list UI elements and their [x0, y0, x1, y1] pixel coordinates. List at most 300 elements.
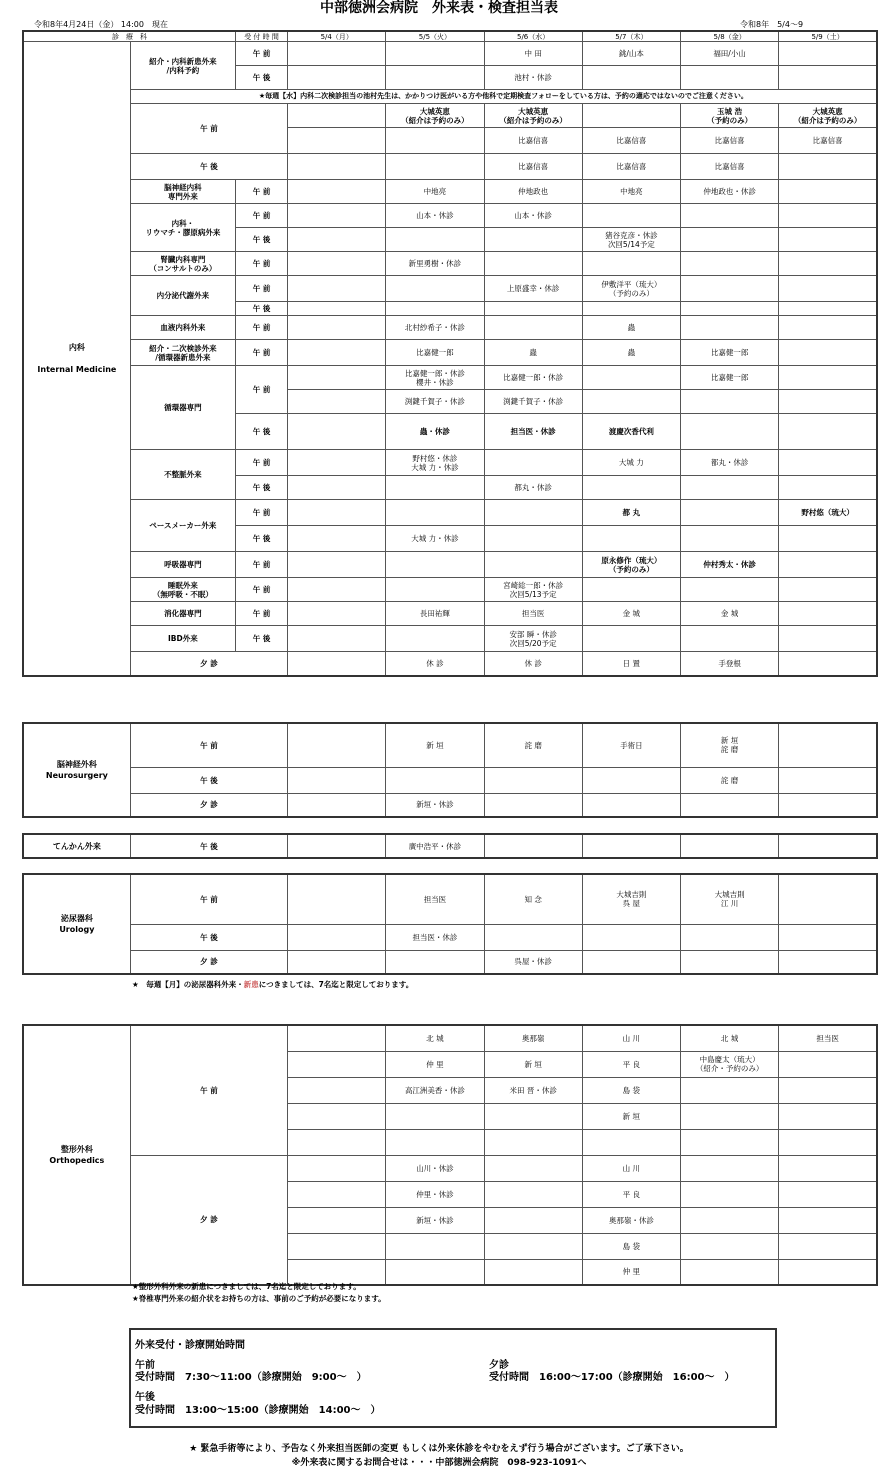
- schedule-cell: [779, 1259, 877, 1285]
- schedule-cell: [779, 767, 877, 793]
- schedule-cell: [288, 154, 386, 180]
- schedule-cell: [484, 1181, 582, 1207]
- header-day: 5/9（土）: [779, 31, 877, 42]
- epilepsy-table: [22, 833, 878, 859]
- schedule-cell: [680, 626, 778, 652]
- schedule-cell: [288, 366, 386, 390]
- footer-contact: ※外来表に関するお問合せは・・・中部徳洲会病院 098-923-1091へ: [291, 1458, 587, 1468]
- schedule-cell: 新垣・休診: [386, 1207, 484, 1233]
- schedule-cell: [288, 1181, 386, 1207]
- schedule-cell: [484, 316, 582, 340]
- schedule-cell: [680, 1181, 778, 1207]
- schedule-cell: 中島慶太（琉大） （紹介・予約のみ）: [680, 1051, 778, 1077]
- schedule-cell: [680, 1259, 778, 1285]
- slot-label: 午 前: [235, 316, 287, 340]
- slot-label: 午 後: [235, 626, 287, 652]
- schedule-cell: [779, 154, 877, 180]
- schedule-cell: [680, 1233, 778, 1259]
- schedule-cell: [484, 1129, 582, 1155]
- schedule-cell: 安部 瞬・休診 次回5/20予定: [484, 626, 582, 652]
- schedule-cell: [386, 552, 484, 578]
- schedule-cell: [779, 723, 877, 767]
- schedule-cell: 島 袋: [582, 1233, 680, 1259]
- schedule-cell: 渕鍵千賀子・休診: [484, 390, 582, 414]
- schedule-cell: 中地亮: [386, 180, 484, 204]
- schedule-cell: [582, 767, 680, 793]
- schedule-cell: [484, 1259, 582, 1285]
- schedule-cell: [582, 104, 680, 128]
- schedule-cell: 新 垣: [484, 1051, 582, 1077]
- schedule-cell: 都 丸: [582, 500, 680, 526]
- slot-label: 午 前: [130, 1025, 287, 1155]
- header-dept: 診 療 科: [23, 31, 235, 42]
- schedule-cell: [582, 204, 680, 228]
- schedule-cell: 山 川: [582, 1155, 680, 1181]
- schedule-cell: [582, 390, 680, 414]
- schedule-cell: [288, 414, 386, 450]
- schedule-cell: [386, 42, 484, 66]
- schedule-cell: 比嘉信喜: [582, 128, 680, 154]
- schedule-cell: [484, 450, 582, 476]
- schedule-cell: 大城吉則 江 川: [680, 874, 778, 924]
- header-time: 受 付 時 間: [235, 31, 287, 42]
- row-label: 不整脈外来: [130, 450, 235, 500]
- schedule-cell: 担当医: [484, 602, 582, 626]
- schedule-cell: 北 城: [680, 1025, 778, 1051]
- schedule-cell: [680, 390, 778, 414]
- schedule-cell: [582, 476, 680, 500]
- slot-label: 午 前: [235, 366, 287, 414]
- schedule-cell: [484, 793, 582, 817]
- schedule-cell: [680, 1103, 778, 1129]
- schedule-cell: [288, 578, 386, 602]
- schedule-cell: [386, 276, 484, 302]
- orthopedics-table: [22, 1024, 878, 1286]
- schedule-cell: 山本・休診: [386, 204, 484, 228]
- schedule-cell: [386, 950, 484, 974]
- schedule-cell: [288, 1207, 386, 1233]
- schedule-cell: [779, 390, 877, 414]
- dept-urology: [23, 874, 130, 974]
- note-text: ★ 毎週【月】の泌尿器科外来・: [132, 980, 244, 989]
- schedule-cell: [386, 767, 484, 793]
- dept-name: 泌尿器科: [60, 914, 93, 923]
- schedule-cell: [680, 793, 778, 817]
- schedule-cell: 新 垣 詫 磨: [680, 723, 778, 767]
- schedule-cell: [779, 793, 877, 817]
- schedule-cell: 担当医・休診: [484, 414, 582, 450]
- schedule-cell: 比嘉信喜: [484, 128, 582, 154]
- schedule-cell: [484, 1233, 582, 1259]
- schedule-cell: 島 袋: [582, 1077, 680, 1103]
- slot-label: 午 前: [235, 450, 287, 476]
- schedule-cell: [288, 128, 386, 154]
- schedule-cell: [680, 228, 778, 252]
- schedule-cell: 仲地政也: [484, 180, 582, 204]
- footer-notice: ★ 緊急手術等により、予告なく外来担当医師の変更 もしくは外来休診をやむをえず行う場合がございます。ご了承下さい。: [189, 1444, 689, 1454]
- eve-label: 夕診: [489, 1360, 509, 1371]
- schedule-cell: [288, 450, 386, 476]
- schedule-cell: [779, 180, 877, 204]
- row-label: 腎臓内科専門 （コンサルトのみ）: [130, 252, 235, 276]
- schedule-cell: [779, 1103, 877, 1129]
- schedule-cell: 蟲: [582, 340, 680, 366]
- schedule-cell: [386, 1129, 484, 1155]
- schedule-cell: 平 良: [582, 1051, 680, 1077]
- row-label: 消化器専門: [130, 602, 235, 626]
- schedule-cell: 都丸・休診: [680, 450, 778, 476]
- period-range: 令和8年 5/4～9: [740, 20, 804, 29]
- schedule-cell: [288, 767, 386, 793]
- schedule-cell: 銚/山本: [582, 42, 680, 66]
- schedule-cell: [484, 1207, 582, 1233]
- schedule-cell: [386, 228, 484, 252]
- slot-label: 午 前: [235, 180, 287, 204]
- schedule-cell: 仲 里: [582, 1259, 680, 1285]
- schedule-cell: 比嘉信喜: [484, 154, 582, 180]
- dept-name: 整形外科: [60, 1145, 93, 1154]
- ortho-note-1: ★整形外科外来の新患につきましては、7名迄と限定しております。: [132, 1282, 361, 1291]
- row-label: IBD外来: [130, 626, 235, 652]
- schedule-cell: [779, 414, 877, 450]
- schedule-cell: 仲里・休診: [386, 1181, 484, 1207]
- note-highlight: 新患: [243, 980, 259, 989]
- eve-hours: 受付時間 16:00～17:00（診療開始 16:00～ ）: [489, 1372, 735, 1383]
- slot-label: 午 前: [235, 42, 287, 66]
- schedule-cell: [680, 302, 778, 316]
- schedule-cell: 大城吉則 呉 屋: [582, 874, 680, 924]
- schedule-cell: 詫 磨: [484, 723, 582, 767]
- row-label: 血液内科外来: [130, 316, 235, 340]
- schedule-cell: [779, 1181, 877, 1207]
- schedule-cell: [288, 924, 386, 950]
- dept-name-en: Urology: [59, 925, 95, 934]
- schedule-cell: 猪谷克彦・休診 次回5/14予定: [582, 228, 680, 252]
- schedule-cell: 手術日: [582, 723, 680, 767]
- schedule-cell: 上原盛幸・休診: [484, 276, 582, 302]
- schedule-cell: [582, 366, 680, 390]
- schedule-cell: 休 診: [484, 652, 582, 676]
- schedule-cell: [582, 924, 680, 950]
- schedule-cell: [386, 500, 484, 526]
- schedule-cell: 大城 力・休診: [386, 526, 484, 552]
- schedule-cell: [288, 834, 386, 858]
- schedule-cell: [288, 390, 386, 414]
- schedule-cell: [779, 950, 877, 974]
- dept-orthopedics: [23, 1025, 130, 1285]
- schedule-cell: [779, 450, 877, 476]
- schedule-cell: [680, 66, 778, 90]
- schedule-cell: [779, 626, 877, 652]
- schedule-cell: [386, 1259, 484, 1285]
- schedule-cell: [484, 228, 582, 252]
- schedule-cell: [779, 42, 877, 66]
- slot-label: 午 前: [235, 602, 287, 626]
- dept-internal: [23, 42, 130, 676]
- slot-label: 夕 診: [130, 652, 287, 676]
- schedule-cell: [288, 316, 386, 340]
- schedule-cell: [582, 793, 680, 817]
- schedule-cell: [779, 1233, 877, 1259]
- schedule-cell: 奥那嶺: [484, 1025, 582, 1051]
- schedule-cell: 金 城: [680, 602, 778, 626]
- schedule-cell: [779, 602, 877, 626]
- schedule-cell: 詫 磨: [680, 767, 778, 793]
- schedule-cell: [288, 302, 386, 316]
- schedule-cell: [680, 276, 778, 302]
- schedule-cell: [582, 1129, 680, 1155]
- schedule-cell: [288, 180, 386, 204]
- schedule-cell: [680, 500, 778, 526]
- schedule-cell: [288, 1233, 386, 1259]
- dept-name-en: Orthopedics: [49, 1156, 105, 1165]
- schedule-cell: 比嘉健一郎: [680, 340, 778, 366]
- schedule-cell: 渡慶次香代利: [582, 414, 680, 450]
- header-day: 5/8（金）: [680, 31, 778, 42]
- pm-label: 午後: [135, 1392, 155, 1403]
- slot-label: 午 前: [235, 340, 287, 366]
- schedule-cell: [386, 1103, 484, 1129]
- schedule-cell: [779, 476, 877, 500]
- schedule-cell: 新垣・休診: [386, 793, 484, 817]
- row-label: 脳神経内科 専門外来: [130, 180, 235, 204]
- schedule-cell: 奥那嶺・休診: [582, 1207, 680, 1233]
- schedule-cell: 野村悠・休診 大城 力・休診: [386, 450, 484, 476]
- dept-name-en: Neurosurgery: [45, 771, 108, 780]
- schedule-cell: [288, 602, 386, 626]
- schedule-cell: [582, 66, 680, 90]
- current-date: 令和8年4月24日（金） 14:00 現在: [34, 20, 168, 29]
- schedule-cell: 休 診: [386, 652, 484, 676]
- schedule-cell: 仲村秀太・休診: [680, 552, 778, 578]
- header-day: 5/6（水）: [484, 31, 582, 42]
- schedule-cell: [484, 252, 582, 276]
- schedule-cell: [582, 302, 680, 316]
- schedule-cell: [680, 476, 778, 500]
- schedule-cell: 中地亮: [582, 180, 680, 204]
- schedule-cell: 渕鍵千賀子・休診: [386, 390, 484, 414]
- schedule-cell: 蟲・休診: [386, 414, 484, 450]
- schedule-cell: [680, 1155, 778, 1181]
- schedule-cell: 蟲: [582, 316, 680, 340]
- schedule-cell: [779, 1207, 877, 1233]
- schedule-cell: [779, 204, 877, 228]
- schedule-cell: [484, 767, 582, 793]
- schedule-cell: 山本・休診: [484, 204, 582, 228]
- schedule-cell: 山 川: [582, 1025, 680, 1051]
- schedule-cell: 手登根: [680, 652, 778, 676]
- schedule-cell: [779, 302, 877, 316]
- schedule-cell: 都丸・休診: [484, 476, 582, 500]
- schedule-cell: [484, 500, 582, 526]
- schedule-cell: 比嘉信喜: [779, 128, 877, 154]
- schedule-cell: 廣中浩平・休診: [386, 834, 484, 858]
- schedule-cell: [288, 1155, 386, 1181]
- schedule-cell: [288, 340, 386, 366]
- schedule-cell: [779, 1077, 877, 1103]
- schedule-cell: 蟲: [484, 340, 582, 366]
- dept-neurosurgery: [23, 723, 130, 817]
- schedule-cell: [582, 950, 680, 974]
- schedule-cell: [484, 924, 582, 950]
- schedule-cell: [288, 476, 386, 500]
- schedule-cell: [288, 1025, 386, 1051]
- schedule-cell: [288, 1051, 386, 1077]
- schedule-cell: [680, 252, 778, 276]
- schedule-cell: 長田祐輝: [386, 602, 484, 626]
- header-day: 5/5（火）: [386, 31, 484, 42]
- schedule-cell: [386, 1233, 484, 1259]
- schedule-cell: 山川・休診: [386, 1155, 484, 1181]
- slot-label: 午 後: [235, 526, 287, 552]
- slot-label: 午 後: [130, 924, 287, 950]
- schedule-cell: [484, 552, 582, 578]
- slot-label: 午 前: [235, 276, 287, 302]
- schedule-cell: 北 城: [386, 1025, 484, 1051]
- schedule-cell: 福田/小山: [680, 42, 778, 66]
- slot-label: 午 後: [130, 834, 287, 858]
- schedule-cell: [779, 316, 877, 340]
- schedule-cell: 大城英恵 （紹介は予約のみ）: [386, 104, 484, 128]
- schedule-cell: [779, 276, 877, 302]
- slot-label: 午 後: [130, 767, 287, 793]
- schedule-cell: 呉屋・休診: [484, 950, 582, 974]
- note-text: につきましては、7名迄と限定しております。: [258, 980, 414, 989]
- schedule-cell: 平 良: [582, 1181, 680, 1207]
- schedule-cell: 比嘉健一郎: [680, 366, 778, 390]
- schedule-cell: [288, 1129, 386, 1155]
- schedule-cell: [680, 924, 778, 950]
- schedule-cell: 知 念: [484, 874, 582, 924]
- schedule-cell: [779, 924, 877, 950]
- slot-label: 午 前: [130, 874, 287, 924]
- schedule-cell: [582, 834, 680, 858]
- schedule-cell: 北村紗希子・休診: [386, 316, 484, 340]
- schedule-cell: 新里勇樹・休診: [386, 252, 484, 276]
- dept-name-en: Internal Medicine: [37, 364, 117, 374]
- schedule-cell: [386, 66, 484, 90]
- schedule-cell: [582, 252, 680, 276]
- header-day: 5/7（木）: [582, 31, 680, 42]
- slot-label: 午 後: [235, 476, 287, 500]
- schedule-cell: [288, 42, 386, 66]
- schedule-cell: [680, 204, 778, 228]
- schedule-cell: [680, 950, 778, 974]
- schedule-cell: [680, 1207, 778, 1233]
- dept-epilepsy: てんかん外来: [23, 834, 130, 858]
- schedule-cell: [288, 652, 386, 676]
- schedule-cell: 米田 晋・休診: [484, 1077, 582, 1103]
- am-label: 午前: [135, 1360, 155, 1371]
- schedule-cell: [779, 834, 877, 858]
- schedule-cell: [288, 252, 386, 276]
- row-label: 内分泌代謝外来: [130, 276, 235, 316]
- schedule-cell: [680, 834, 778, 858]
- schedule-cell: 野村悠（琉大）: [779, 500, 877, 526]
- schedule-cell: [779, 652, 877, 676]
- schedule-cell: [779, 252, 877, 276]
- schedule-cell: [386, 128, 484, 154]
- schedule-cell: [484, 526, 582, 552]
- schedule-cell: [680, 526, 778, 552]
- schedule-cell: 比嘉健一郎・休診: [484, 366, 582, 390]
- schedule-cell: 伊敷洋平（琉大） （予約のみ）: [582, 276, 680, 302]
- schedule-cell: 担当医・休診: [386, 924, 484, 950]
- schedule-cell: 比嘉健一郎・休診 櫻井・休診: [386, 366, 484, 390]
- schedule-cell: [779, 340, 877, 366]
- schedule-cell: [288, 204, 386, 228]
- schedule-cell: 高江洲美香・休診: [386, 1077, 484, 1103]
- schedule-cell: [288, 276, 386, 302]
- header-day: 5/4（月）: [288, 31, 386, 42]
- dept-name: 脳神経外科: [56, 760, 97, 769]
- row-label: 紹介・二次検診外来 /循環器新患外来: [130, 340, 235, 366]
- notice-text: ★毎週【水】内科二次検診担当の池村先生は、かかりつけ医がいる方や他科で定期検査フォローをしている方は、予約の適応ではないのでご注意ください。: [130, 90, 877, 104]
- slot-label: 午 前: [235, 500, 287, 526]
- schedule-cell: [779, 552, 877, 578]
- schedule-cell: [288, 793, 386, 817]
- schedule-cell: [386, 476, 484, 500]
- schedule-cell: 玉城 浩 （予約のみ）: [680, 104, 778, 128]
- schedule-cell: 比嘉信喜: [582, 154, 680, 180]
- schedule-cell: [386, 154, 484, 180]
- neurosurgery-table: [22, 722, 878, 818]
- schedule-cell: 担当医: [386, 874, 484, 924]
- schedule-cell: [680, 1077, 778, 1103]
- schedule-cell: 大城 力: [582, 450, 680, 476]
- row-label: 循環器専門: [130, 366, 235, 450]
- schedule-cell: 大城英恵 （紹介は予約のみ）: [779, 104, 877, 128]
- slot-label: 午 前: [235, 578, 287, 602]
- slot-label: 午 後: [235, 66, 287, 90]
- schedule-cell: 中 田: [484, 42, 582, 66]
- internal-medicine-table: [22, 30, 878, 677]
- schedule-cell: [484, 302, 582, 316]
- slot-label: 午 前: [235, 252, 287, 276]
- schedule-cell: [288, 104, 386, 128]
- schedule-cell: 原永修作（琉大） （予約のみ）: [582, 552, 680, 578]
- schedule-cell: [484, 834, 582, 858]
- schedule-cell: [288, 552, 386, 578]
- schedule-cell: 新 垣: [386, 723, 484, 767]
- schedule-cell: 池村・休診: [484, 66, 582, 90]
- schedule-cell: [288, 874, 386, 924]
- schedule-cell: [288, 950, 386, 974]
- schedule-cell: [779, 1129, 877, 1155]
- urology-note: [132, 979, 413, 990]
- schedule-cell: [386, 302, 484, 316]
- schedule-cell: [779, 366, 877, 390]
- schedule-cell: [582, 578, 680, 602]
- schedule-cell: 宮崎総一郎・休診 次回5/13予定: [484, 578, 582, 602]
- schedule-cell: 新 垣: [582, 1103, 680, 1129]
- dept-name: 内科: [68, 342, 85, 352]
- schedule-cell: 仲 里: [386, 1051, 484, 1077]
- pm-hours: 受付時間 13:00～15:00（診療開始 14:00～ ）: [135, 1405, 381, 1416]
- slot-label: 午 前: [235, 552, 287, 578]
- schedule-cell: [288, 1103, 386, 1129]
- schedule-cell: [386, 578, 484, 602]
- schedule-cell: [779, 228, 877, 252]
- slot-label: 夕 診: [130, 950, 287, 974]
- slot-label: 午 前: [130, 104, 287, 154]
- row-label: 呼吸器専門: [130, 552, 235, 578]
- header-row: [23, 31, 877, 42]
- urology-table: [22, 873, 878, 975]
- slot-label: 午 前: [235, 204, 287, 228]
- schedule-cell: 金 城: [582, 602, 680, 626]
- row-label: ペースメーカー外来: [130, 500, 235, 552]
